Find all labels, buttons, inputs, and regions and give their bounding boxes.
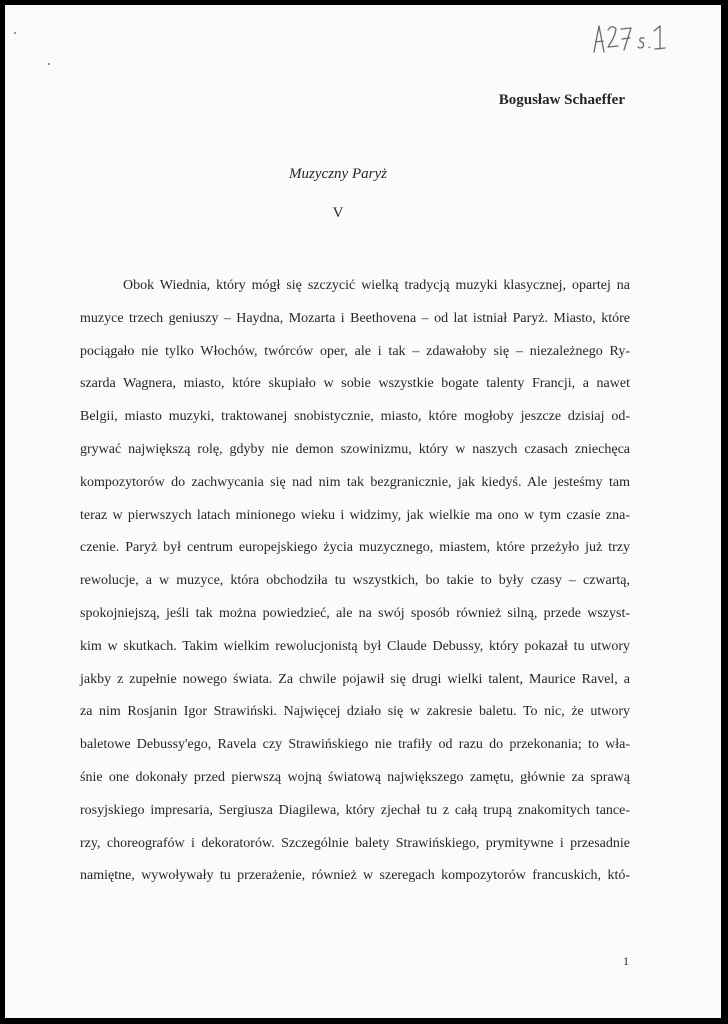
text-line: kim w skutkach. Takim wielkim rewolucjonistą był Claude Debussy, który pokazał tu utwory xyxy=(80,638,630,654)
text-line: namiętne, wywoływały tu przerażenie, również w szeregach kompozytorów francuskich, któ- xyxy=(80,868,630,884)
scan-speck xyxy=(48,63,50,65)
text-line: muzyce trzech geniuszy – Haydna, Mozarta i Beethovena – od lat istniał Paryż. Miasto, które xyxy=(80,310,630,326)
text-line: teraz w pierwszych latach minionego wieku i widzimy, jak wielkie ma ono w tym czasie zna- xyxy=(80,507,630,523)
text-line: kompozytorów do zachwycania się nad nim tak bezgranicznie, jak kiedyś. Ale jesteśmy tam xyxy=(80,474,630,490)
text-line: jakby z zupełnie nowego świata. Za chwile pojawił się drugi wielki talent, Maurice Ravel, a xyxy=(80,671,630,687)
text-line: za nim Rosjanin Igor Strawiński. Najwięcej działo się w zakresie baletu. To nic, że utwory xyxy=(80,704,630,720)
handwritten-annotation-mark xyxy=(591,21,667,55)
section-number: V xyxy=(332,205,344,221)
document-title: Muzyczny Paryż xyxy=(289,166,387,182)
handwritten-annotation xyxy=(591,21,667,60)
text-line: Belgii, miasto muzyki, traktowanej snobistycznie, miasto, które mogłoby jeszcze dzisiaj od- xyxy=(80,409,630,425)
text-line: rewolucje, a w muzyce, która obchodziła tu wszystkich, bo takie to były czasy – czwartą, xyxy=(80,573,630,589)
text-line: spokojniejszą, jeśli tak można powiedzieć, ale na swój sposób również silną, przede wszyst- xyxy=(80,605,630,621)
text-line: baletowe Debussy'ego, Ravela czy Strawińskiego nie trafiły od razu do przekonania; to wła- xyxy=(80,737,630,753)
text-line: rosyjskiego impresaria, Sergiusza Diagilewa, który zjechał tu z całą trupą znakomitych tance- xyxy=(80,802,630,818)
text-line: Obok Wiednia, który mógł się szczycić wielką tradycją muzyki klasycznej, opartej na xyxy=(123,278,630,293)
scan-speck xyxy=(14,32,16,34)
text-line: szarda Wagnera, miasto, które skupiało w sobie wszystkie bogate talenty Francji, a nawet xyxy=(80,376,630,392)
text-line: grywać największą rolę, gdyby nie demon szowinizmu, który w naszych czasach zniechęca xyxy=(80,441,630,457)
text-line: rzy, choreografów i dekoratorów. Szczególnie balety Strawińskiego, prymitywne i przesadnie xyxy=(80,835,630,851)
author-name: Bogusław Schaeffer xyxy=(498,92,625,108)
page-number: 1 xyxy=(623,954,629,968)
body-text xyxy=(80,270,630,893)
text-line: pociągało nie tylko Włochów, twórców oper, ale i tak – zdawałoby się – niezależnego Ry- xyxy=(80,343,630,359)
document-page xyxy=(5,5,721,1018)
text-line: śnie one dokonały przed pierwszą wojną światową największego zamętu, głównie za sprawą xyxy=(80,769,630,785)
text-line: czenie. Paryż był centrum europejskiego życia muzycznego, miastem, które przeżyło już trzy xyxy=(80,540,630,556)
